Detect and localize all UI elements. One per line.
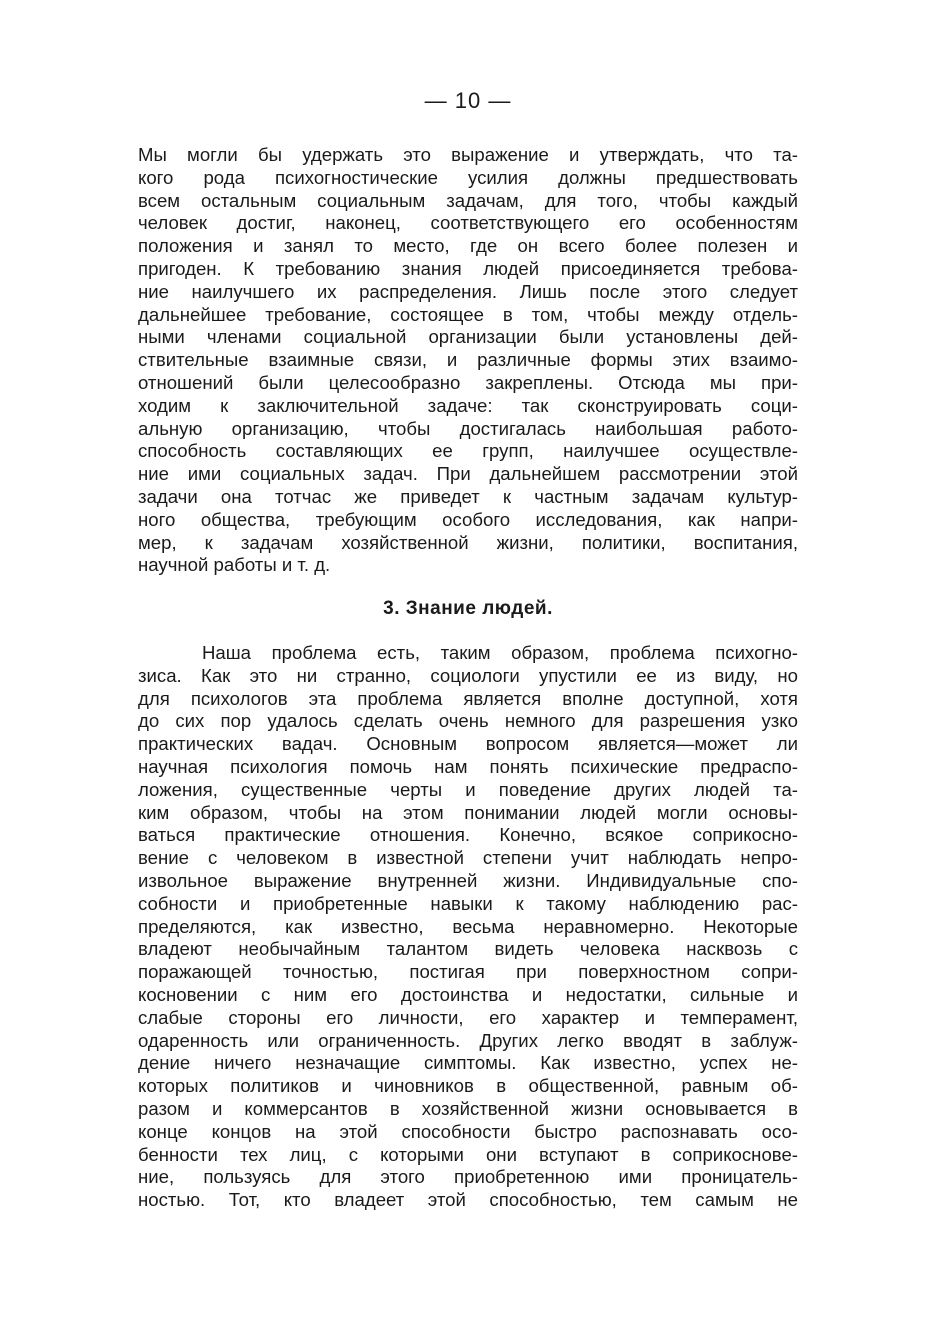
text-line: конце концов на этой способности быстро распознавать осо- <box>138 1120 798 1142</box>
text-line: до сих пор удалось сделать очень немного для разрешения узко <box>138 710 798 732</box>
text-line: положения и занял то место, где он всего более полезен и <box>138 235 798 257</box>
text-line: собности и приобретенные навыки к такому наблюдению рас- <box>138 892 798 914</box>
text-line: ние наилучшего их распределения. Лишь после этого следует <box>138 280 798 302</box>
text-line: кого рода психогностические усилия должны предшествовать <box>138 166 798 188</box>
paragraph-2 <box>138 642 798 1212</box>
text-line: человек достиг, наконец, соответствующего его особенностям <box>138 212 798 234</box>
text-line: способность составляющих ее групп, наилучшее осуществле- <box>138 440 798 462</box>
text-line: ностью. Тот, кто владеет этой способностью, тем самым не <box>138 1189 798 1211</box>
text-line: задачи она тотчас же приведет к частным задачам культур- <box>138 485 798 507</box>
text-line: альную организацию, чтобы достигалась наибольшая работо- <box>138 417 798 439</box>
text-line: ного общества, требующим особого исследования, как напри- <box>138 508 798 530</box>
text-line: которых политиков и чиновников в общественной, равным об- <box>138 1075 798 1097</box>
text-line: практических вадач. Основным вопросом является—может ли <box>138 733 798 755</box>
text-line: владеют необычайным талантом видеть человека насквозь с <box>138 938 798 960</box>
text-line: слабые стороны его личности, его характер и темперамент, <box>138 1006 798 1028</box>
text-line: одаренность или ограниченность. Других легко вводят в заблуж- <box>138 1029 798 1051</box>
text-line: пригоден. К требованию знания людей присоединяется требова- <box>138 257 798 279</box>
text-line: отношений были целесообразно закреплены. Отсюда мы при- <box>138 371 798 393</box>
text-line: извольное выражение внутренней жизни. Индивидуальные спо- <box>138 869 798 891</box>
text-line: ными членами социальной организации были установлены дей- <box>138 326 798 348</box>
text-line: Мы могли бы удержать это выражение и утверждать, что та- <box>138 144 798 165</box>
text-line: научной работы и т. д. <box>138 554 331 576</box>
text-line: зиса. Как это ни странно, социологи упустили ее из виду, но <box>138 664 798 686</box>
paragraph-1 <box>138 144 798 577</box>
text-line: дальнейшее требование, состоящее в том, чтобы между отдель- <box>138 303 798 325</box>
text-line: ние ими социальных задач. При дальнейшем рассмотрении этой <box>138 463 798 485</box>
text-line: ние, пользуясь для этого приобретенною ими проницатель- <box>138 1166 798 1188</box>
text-line: косновении с ним его достоинства и недостатки, сильные и <box>138 983 798 1005</box>
text-line: Наша проблема есть, таким образом, проблема психогно- <box>202 642 798 663</box>
text-line: дение ничего незначащие симптомы. Как известно, успех не- <box>138 1052 798 1074</box>
text-line: научная психология помочь нам понять психические предраспо- <box>138 755 798 777</box>
text-line: ствительные взаимные связи, и различные формы этих взаимо- <box>138 349 798 371</box>
text-line: ходим к заключительной задаче: так сконструировать соци- <box>138 394 798 416</box>
text-line: всем остальным социальным задачам, для того, чтобы каждый <box>138 189 798 211</box>
text-line: мер, к задачам хозяйственной жизни, политики, воспитания, <box>138 531 798 553</box>
text-line: ким образом, чтобы на этом понимании людей могли основы- <box>138 801 798 823</box>
text-line: вение с человеком в известной степени учит наблюдать непро- <box>138 847 798 869</box>
text-line: поражающей точностью, постигая при поверхностном сопри- <box>138 961 798 983</box>
text-line: пределяются, как известно, весьма неравномерно. Некоторые <box>138 915 798 937</box>
section-heading: 3. Знание людей. <box>383 598 553 619</box>
text-line: ваться практические отношения. Конечно, всякое соприкоснo- <box>138 824 798 846</box>
text-line: ложения, существенные черты и поведение других людей та- <box>138 778 798 800</box>
text-line: бенности тех лиц, с которыми они вступают в соприкоснове- <box>138 1143 798 1165</box>
text-line: для психологов эта проблема является вполне доступной, хотя <box>138 687 798 709</box>
text-line: разом и коммерсантов в хозяйственной жизни основывается в <box>138 1097 798 1119</box>
page-number: — 10 — <box>424 88 512 113</box>
